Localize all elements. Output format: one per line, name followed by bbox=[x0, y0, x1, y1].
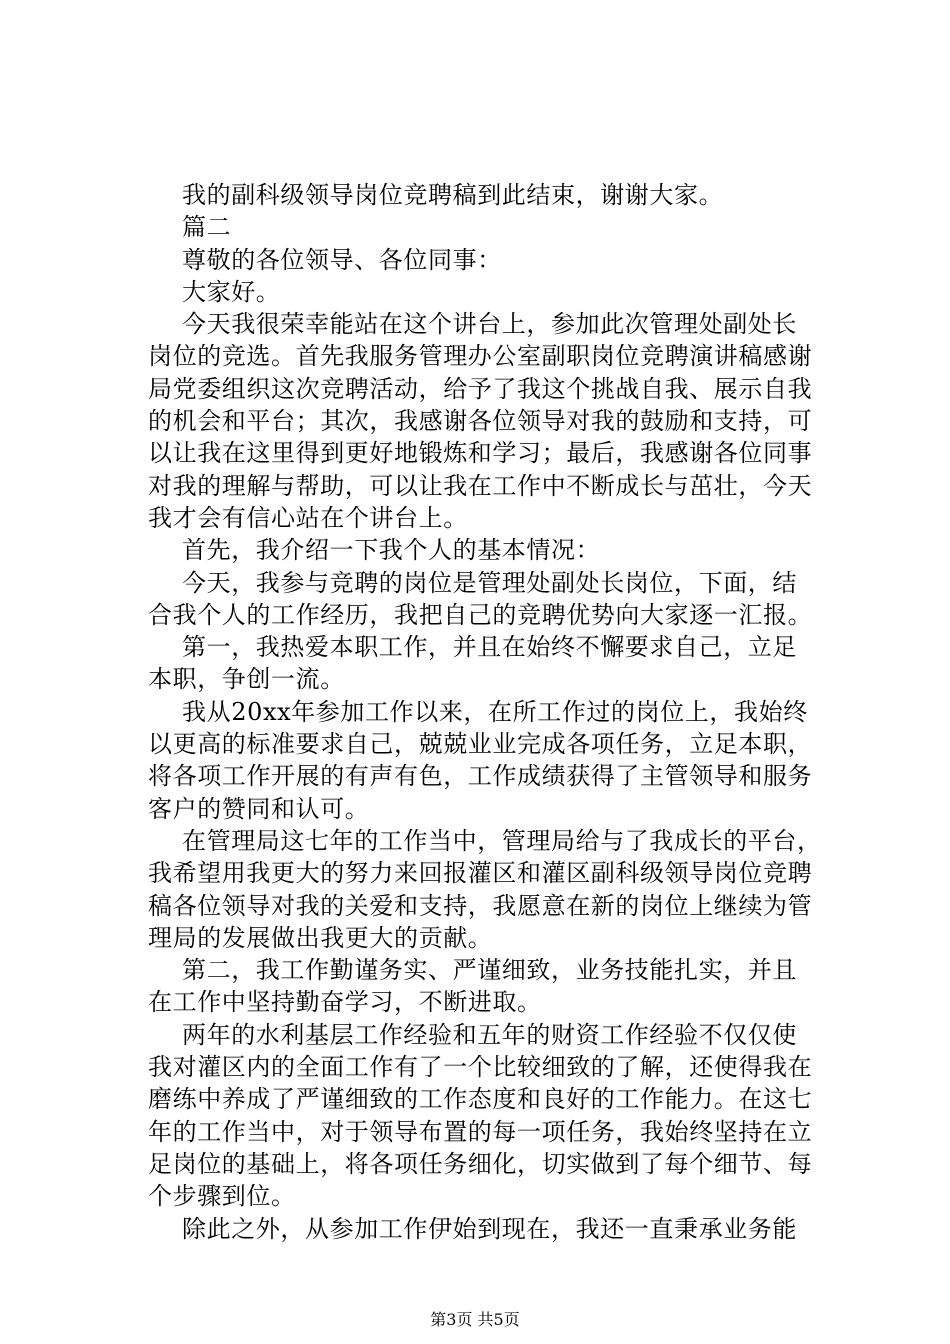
text-line: 客户的赞同和认可。 bbox=[148, 794, 370, 823]
text-line: 第二，我工作勤谨务实、严谨细致，业务技能扎实，并且 bbox=[182, 956, 797, 985]
text-line: 的机会和平台；其次，我感谢各位领导对我的鼓励和支持，可 bbox=[148, 407, 813, 436]
text-line: 除此之外，从参加工作伊始到现在，我还一直秉承业务能 bbox=[182, 1214, 797, 1243]
page-footer: 第3页 共5页 bbox=[430, 1310, 520, 1329]
text-line: 个步骤到位。 bbox=[148, 1182, 296, 1211]
text-line: 年的工作当中，对于领导布置的每一项任务，我始终坚持在立 bbox=[148, 1117, 813, 1146]
text-line: 稿各位领导对我的关爱和支持，我愿意在新的岗位上继续为管 bbox=[148, 891, 813, 920]
text-line: 以更高的标准要求自己，兢兢业业完成各项任务，立足本职， bbox=[148, 730, 813, 759]
text-line: 今天，我参与竞聘的岗位是管理处副处长岗位，下面，结 bbox=[182, 568, 797, 597]
text-line: 两年的水利基层工作经验和五年的财资工作经验不仅仅使 bbox=[182, 1020, 797, 1049]
text-line: 今天我很荣幸能站在这个讲台上，参加此次管理处副处长 bbox=[182, 310, 797, 339]
text-line: 局党委组织这次竞聘活动，给予了我这个挑战自我、展示自我 bbox=[148, 374, 813, 403]
text-line: 磨练中养成了严谨细致的工作态度和良好的工作能力。在这七 bbox=[148, 1085, 813, 1114]
text-line: 我从20xx年参加工作以来，在所工作过的岗位上，我始终 bbox=[182, 697, 808, 726]
text-line: 篇二 bbox=[182, 213, 232, 242]
text-line: 我的副科级领导岗位竞聘稿到此结束，谢谢大家。 bbox=[182, 181, 724, 209]
text-line: 大家好。 bbox=[182, 277, 281, 306]
text-line: 第一，我热爱本职工作，并且在始终不懈要求自己，立足 bbox=[182, 633, 797, 662]
text-line: 本职，争创一流。 bbox=[148, 665, 345, 694]
text-line: 在管理局这七年的工作当中，管理局给与了我成长的平台， bbox=[182, 826, 822, 855]
text-line: 将各项工作开展的有声有色，工作成绩获得了主管领导和服务 bbox=[148, 762, 813, 791]
text-line: 足岗位的基础上，将各项任务细化，切实做到了每个细节、每 bbox=[148, 1149, 813, 1178]
text-line: 首先，我介绍一下我个人的基本情况： bbox=[182, 536, 601, 565]
text-line: 以让我在这里得到更好地锻炼和学习；最后，我感谢各位同事 bbox=[148, 439, 813, 468]
text-line: 我希望用我更大的努力来回报灌区和灌区副科级领导岗位竞聘 bbox=[148, 859, 813, 888]
text-line: 我才会有信心站在个讲台上。 bbox=[148, 503, 468, 532]
text-line: 在工作中坚持勤奋学习，不断进取。 bbox=[148, 988, 542, 1017]
document-body bbox=[148, 179, 838, 1245]
text-line: 岗位的竞选。首先我服务管理办公室副职岗位竞聘演讲稿感谢 bbox=[148, 342, 813, 371]
text-line: 理局的发展做出我更大的贡献。 bbox=[148, 923, 493, 952]
text-line: 尊敬的各位领导、各位同事： bbox=[182, 245, 502, 274]
text-line: 合我个人的工作经历，我把自己的竞聘优势向大家逐一汇报。 bbox=[148, 600, 813, 629]
text-line: 对我的理解与帮助，可以让我在工作中不断成长与茁壮，今天 bbox=[148, 471, 813, 500]
text-line: 我对灌区内的全面工作有了一个比较细致的了解，还使得我在 bbox=[148, 1053, 813, 1082]
